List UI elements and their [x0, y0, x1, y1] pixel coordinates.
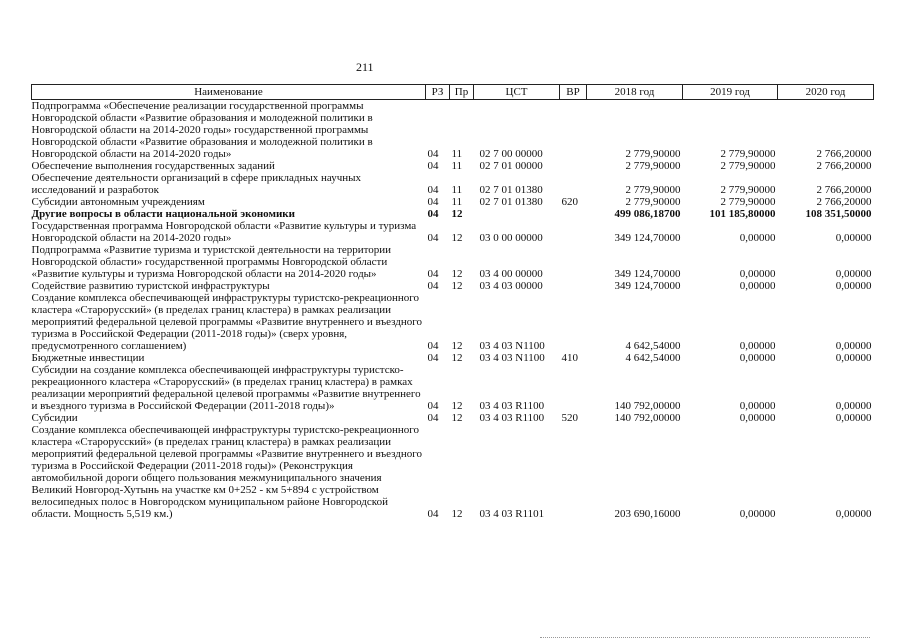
cell-2020: 108 351,50000	[805, 208, 872, 220]
cell-2019: 0,00000	[739, 340, 776, 352]
cell-pr: 11	[451, 184, 463, 196]
table-row	[32, 244, 874, 280]
header-pr: Пр	[450, 85, 474, 100]
cell-pr: 12	[451, 208, 463, 220]
cell-vr	[560, 172, 587, 196]
cell-2019: 101 185,80000	[709, 208, 776, 220]
cell-2018: 499 086,18700	[614, 208, 681, 220]
cell-2019: 2 779,90000	[720, 148, 776, 160]
cell-pr: 11	[451, 160, 463, 172]
cell-2020: 0,00000	[835, 412, 872, 424]
cell-cst: 02 7 00 00000	[479, 148, 543, 160]
cell-name: Субсидии на создание комплекса обеспечивающей инфраструктуры туристско-рекреационного кластера «Старорусский» (в пределах границ кластера) в рамках реализации мероприятий федеральной целевой программы «Развитие внутреннего и въездного туризма в Российской Федерации (2011-2018 годы)»	[31, 364, 421, 412]
cell-pr: 11	[451, 196, 463, 208]
cell-vr	[560, 280, 587, 292]
cell-2020: 0,00000	[835, 340, 872, 352]
cell-2019: 2 779,90000	[720, 160, 776, 172]
cell-2020: 0,00000	[835, 268, 872, 280]
cell-rz: 04	[427, 184, 439, 196]
cell-rz: 04	[427, 160, 439, 172]
cell-rz: 04	[427, 412, 439, 424]
header-vr: ВР	[560, 85, 587, 100]
cell-cst: 03 4 03 R1100	[479, 400, 545, 412]
cell-rz: 04	[427, 400, 439, 412]
cell-2020: 2 766,20000	[816, 184, 872, 196]
cell-pr: 11	[451, 148, 463, 160]
table-row	[32, 220, 874, 244]
cell-2019: 0,00000	[739, 268, 776, 280]
cell-name: Содействие развитию туристской инфраструктуры	[31, 280, 270, 292]
cell-2020: 0,00000	[835, 508, 872, 520]
cell-name: Субсидии автономным учреждениям	[31, 196, 205, 208]
table-row	[32, 100, 874, 161]
cell-name: Обеспечение деятельности организаций в сфере прикладных научных исследований и разработок	[31, 172, 362, 196]
cell-2019: 0,00000	[739, 280, 776, 292]
cell-vr	[560, 208, 587, 220]
cell-rz: 04	[427, 280, 439, 292]
cell-name: Бюджетные инвестиции	[31, 352, 145, 364]
cell-name: Подпрограмма «Обеспечение реализации государственной программы Новгородской области «Развитие образования и молодежной политики в Новгородской области на 2014-2020 годы» государственной программы Новгородской области «Развитие образования и молодежной политики в Новгородской области на 2014-2020 годы»	[31, 100, 373, 160]
cell-cst: 03 4 03 N1100	[479, 352, 545, 364]
cell-cst: 02 7 01 00000	[479, 160, 543, 172]
cell-vr	[560, 100, 587, 161]
header-name: Наименование	[32, 85, 426, 100]
cell-cst: 03 4 03 N1100	[479, 340, 545, 352]
table-row	[32, 412, 874, 424]
cell-pr: 12	[451, 280, 463, 292]
scan-artifact-line	[540, 631, 870, 638]
cell-2019: 2 779,90000	[720, 184, 776, 196]
table-header-row	[32, 85, 874, 100]
cell-pr: 12	[451, 232, 463, 244]
cell-rz: 04	[427, 148, 439, 160]
cell-vr	[560, 220, 587, 244]
cell-2020: 2 766,20000	[816, 148, 872, 160]
page-number: 211	[356, 60, 374, 74]
table-row	[32, 160, 874, 172]
cell-pr: 12	[451, 352, 463, 364]
table-row	[32, 292, 874, 352]
cell-vr: 520	[561, 412, 578, 424]
header-2020: 2020 год	[778, 85, 874, 100]
cell-2020: 0,00000	[835, 232, 872, 244]
cell-name: Обеспечение выполнения государственных заданий	[31, 160, 275, 172]
cell-2019: 0,00000	[739, 400, 776, 412]
table-row	[32, 208, 874, 220]
cell-2019: 0,00000	[739, 232, 776, 244]
cell-vr	[560, 424, 587, 520]
table-row	[32, 364, 874, 412]
cell-rz: 04	[427, 340, 439, 352]
cell-2018: 140 792,00000	[614, 400, 681, 412]
table-row	[32, 280, 874, 292]
header-rz: РЗ	[426, 85, 450, 100]
header-2019: 2019 год	[683, 85, 778, 100]
cell-2020: 2 766,20000	[816, 160, 872, 172]
cell-cst: 03 4 03 R1101	[479, 508, 545, 520]
cell-2018: 203 690,16000	[614, 508, 681, 520]
cell-vr	[560, 364, 587, 412]
cell-cst: 02 7 01 01380	[479, 184, 543, 196]
cell-pr: 12	[451, 412, 463, 424]
cell-rz: 04	[427, 232, 439, 244]
cell-2019: 0,00000	[739, 352, 776, 364]
cell-2018: 2 779,90000	[625, 160, 681, 172]
cell-name: Создание комплекса обеспечивающей инфраструктуры туристско-рекреационного кластера «Старорусский» (в пределах границ кластера) в рамках реализации мероприятий федеральной целевой программы «Развитие внутреннего и въездного туризма в Российской Федерации (2011-2018 годы)» (Реконструкция автомобильной дороги общего пользования межмуниципального значения Великий Новгород-Хутынь на участке км 0+252 - км 5+894 с устройством велосипедных полос в Новгородском муниципальном районе Новгородской области. Мощность 5,519 км.)	[31, 424, 423, 520]
table-row	[32, 196, 874, 208]
cell-2020: 2 766,20000	[816, 196, 872, 208]
cell-rz: 04	[427, 208, 439, 220]
cell-cst: 03 0 00 00000	[479, 232, 543, 244]
cell-name: Подпрограмма «Развитие туризма и туристской деятельности на территории Новгородской области» государственной программы Новгородской области «Развитие культуры и туризма Новгородской области на 2014-2020 годы»	[31, 244, 392, 280]
cell-2018: 2 779,90000	[625, 196, 681, 208]
cell-2018: 2 779,90000	[625, 184, 681, 196]
cell-2018: 349 124,70000	[614, 280, 681, 292]
cell-2020: 0,00000	[835, 280, 872, 292]
table-row	[32, 352, 874, 364]
cell-pr: 12	[451, 340, 463, 352]
cell-2019: 2 779,90000	[720, 196, 776, 208]
cell-2018: 349 124,70000	[614, 268, 681, 280]
cell-cst: 02 7 01 01380	[479, 196, 543, 208]
cell-cst: 03 4 00 00000	[479, 268, 543, 280]
cell-name: Другие вопросы в области национальной экономики	[31, 208, 295, 220]
table-row	[32, 172, 874, 196]
cell-vr: 410	[561, 352, 578, 364]
header-2018: 2018 год	[587, 85, 683, 100]
cell-cst: 03 4 03 00000	[479, 280, 543, 292]
header-cst: ЦСТ	[474, 85, 560, 100]
cell-2018: 2 779,90000	[625, 148, 681, 160]
cell-name: Субсидии	[31, 412, 78, 424]
cell-2019: 0,00000	[739, 508, 776, 520]
cell-vr	[560, 292, 587, 352]
cell-pr: 12	[451, 268, 463, 280]
cell-2019: 0,00000	[739, 412, 776, 424]
cell-rz: 04	[427, 352, 439, 364]
cell-2018: 349 124,70000	[614, 232, 681, 244]
cell-rz: 04	[427, 196, 439, 208]
table-row	[32, 424, 874, 520]
cell-rz: 04	[427, 268, 439, 280]
cell-cst: 03 4 03 R1100	[479, 412, 545, 424]
cell-vr: 620	[561, 196, 578, 208]
budget-table	[31, 84, 874, 520]
cell-2020: 0,00000	[835, 400, 872, 412]
cell-2018: 140 792,00000	[614, 412, 681, 424]
cell-cst	[474, 208, 560, 220]
cell-name: Создание комплекса обеспечивающей инфраструктуры туристско-рекреационного кластера «Старорусский» (в пределах границ кластера) в рамках реализации мероприятий федеральной целевой программы «Развитие внутреннего и въездного туризма в Российской Федерации (2011-2018 годы)» (сверх уровня, предусмотренного соглашением)	[31, 292, 423, 352]
cell-vr	[560, 244, 587, 280]
cell-name: Государственная программа Новгородской области «Развитие культуры и туризма Новгородской области на 2014-2020 годы»	[31, 220, 417, 244]
cell-vr	[560, 160, 587, 172]
cell-rz: 04	[427, 508, 439, 520]
cell-pr: 12	[451, 508, 463, 520]
cell-2018: 4 642,54000	[625, 340, 681, 352]
cell-2018: 4 642,54000	[625, 352, 681, 364]
table-body	[32, 100, 874, 521]
cell-pr: 12	[451, 400, 463, 412]
cell-2020: 0,00000	[835, 352, 872, 364]
